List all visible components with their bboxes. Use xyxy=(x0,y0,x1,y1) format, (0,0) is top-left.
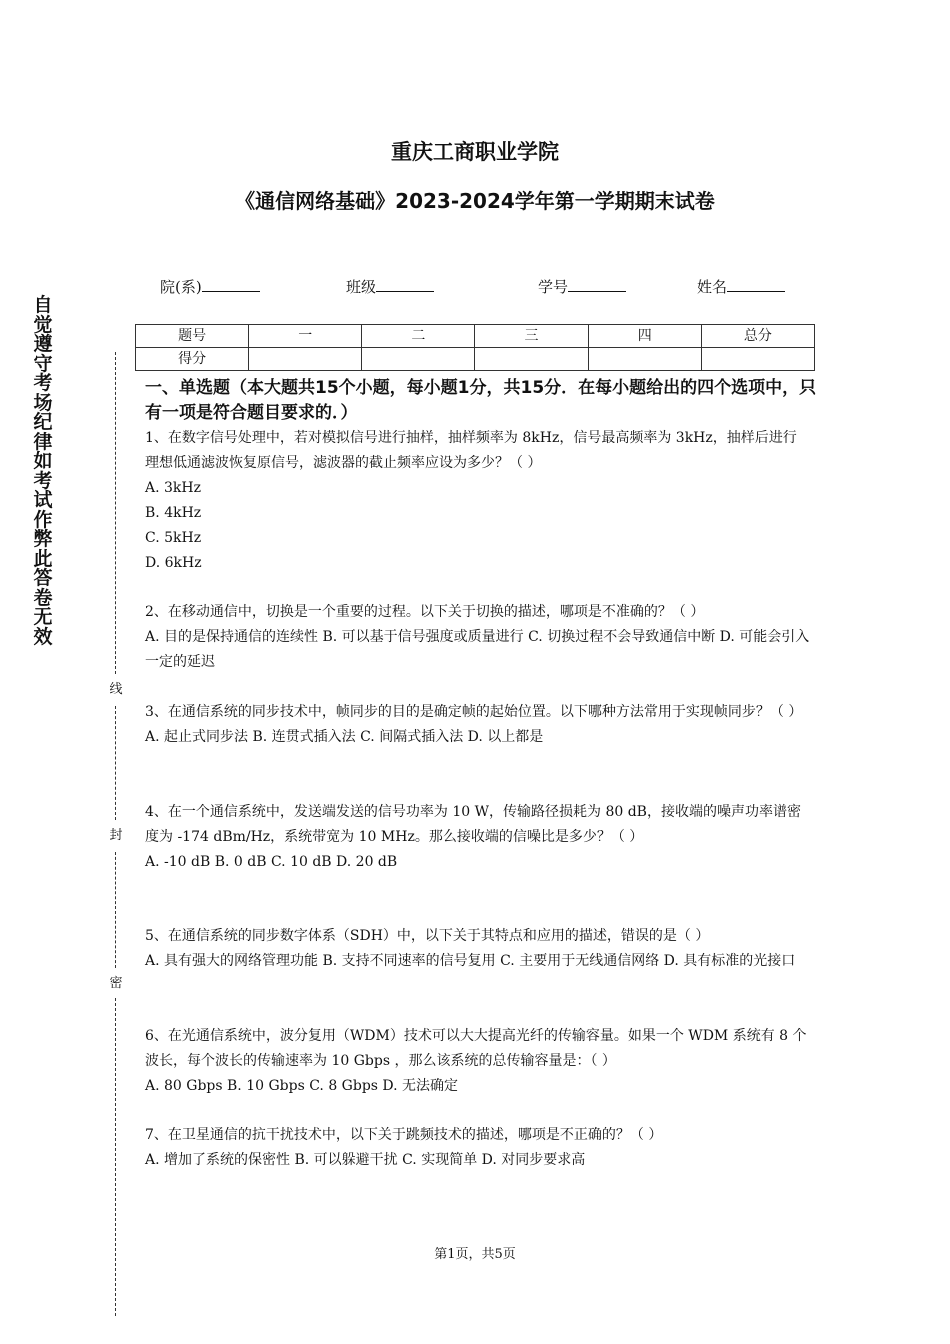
question-1 xyxy=(145,426,810,576)
warning-char: 卷 xyxy=(33,586,53,609)
score-cell[interactable] xyxy=(475,348,588,371)
question-2 xyxy=(145,600,810,675)
question-4 xyxy=(145,800,810,875)
warning-char: 弊 xyxy=(33,528,53,550)
table-cell: 三 xyxy=(475,325,588,348)
question-options: A. 具有强大的网络管理功能 B. 支持不同速率的信号复用 C. 主要用于无线通信网络 D. 具有标准的光接口 xyxy=(145,953,796,969)
question-options: A. -10 dB B. 0 dB C. 10 dB D. 20 dB xyxy=(145,854,398,870)
score-table-header-row xyxy=(136,325,815,348)
class-label: 班级 xyxy=(346,278,377,296)
warning-char: 答 xyxy=(33,567,53,589)
department-label: 院(系) xyxy=(160,278,202,296)
name-blank[interactable] xyxy=(727,275,785,292)
question-stem: 2、在移动通信中，切换是一个重要的过程。以下关于切换的描述，哪项是不准确的？（ ） xyxy=(145,604,705,620)
question-stem: 5、在通信系统的同步数字体系（SDH）中，以下关于其特点和应用的描述，错误的是（ ） xyxy=(145,928,710,944)
seal-mark-seal: 封 xyxy=(107,829,125,843)
question-3 xyxy=(145,700,810,750)
warning-char: 效 xyxy=(33,625,53,648)
binding-dashed-line xyxy=(115,352,116,674)
warning-char: 作 xyxy=(33,508,53,531)
question-options: A. 起止式同步法 B. 连贯式插入法 C. 间隔式插入法 D. 以上都是 xyxy=(145,729,544,745)
warning-char: 遵 xyxy=(33,333,53,355)
question-6 xyxy=(145,1024,810,1099)
section-title: 一、单选题（本大题共15个小题，每小题1分，共15分．在每小题给出的四个选项中，只有一项是符合题目要求的．） xyxy=(145,378,817,423)
warning-char: 纪 xyxy=(33,411,53,433)
school-name: 重庆工商职业学院 xyxy=(391,140,559,164)
table-cell: 四 xyxy=(588,325,701,348)
name-label: 姓名 xyxy=(697,278,728,296)
warning-char: 律 xyxy=(33,430,53,453)
question-stem: 4、在一个通信系统中，发送端发送的信号功率为 10 W，传输路径损耗为 80 dB，接收端的噪声功率谱密度为 -174 dBm/Hz，系统带宽为 10 MHz。那么接收端的信噪比是多少？（ ） xyxy=(145,804,801,845)
page-number: 第1页，共5页 xyxy=(434,1247,516,1262)
student-id-label: 学号 xyxy=(538,278,569,296)
option-b: B. 4kHz xyxy=(145,505,202,521)
question-stem: 1、在数字信号处理中，若对模拟信号进行抽样，抽样频率为 8kHz，信号最高频率为 3kHz，抽样后进行理想低通滤波恢复原信号，滤波器的截止频率应设为多少？（ ） xyxy=(145,430,797,471)
question-options: A. 80 Gbps B. 10 Gbps C. 8 Gbps D. 无法确定 xyxy=(145,1078,459,1094)
score-cell[interactable] xyxy=(701,348,814,371)
table-cell: 总分 xyxy=(701,325,814,348)
option-d: D. 6kHz xyxy=(145,555,202,571)
score-table xyxy=(135,324,815,371)
binding-dashed-line xyxy=(115,706,116,820)
table-cell: 一 xyxy=(249,325,362,348)
exam-discipline-warning xyxy=(30,296,56,647)
warning-char: 场 xyxy=(33,391,53,414)
warning-char: 此 xyxy=(33,547,53,570)
class-blank[interactable] xyxy=(376,275,434,292)
seal-mark-line: 线 xyxy=(107,683,125,697)
warning-char: 守 xyxy=(33,352,53,375)
student-id-field xyxy=(538,275,626,298)
name-field xyxy=(697,275,785,298)
question-stem: 3、在通信系统的同步技术中，帧同步的目的是确定帧的起始位置。以下哪种方法常用于实现帧同步？（ ） xyxy=(145,704,803,720)
warning-char: 无 xyxy=(33,606,53,628)
question-options: A. 目的是保持通信的连续性 B. 可以基于信号强度或质量进行 C. 切换过程不会导致通信中断 D. 可能会引入一定的延迟 xyxy=(145,629,810,670)
score-cell[interactable] xyxy=(249,348,362,371)
student-id-blank[interactable] xyxy=(568,275,626,292)
department-field xyxy=(160,275,260,298)
warning-char: 考 xyxy=(33,469,53,492)
department-blank[interactable] xyxy=(202,275,260,292)
warning-char: 考 xyxy=(33,372,53,394)
option-a: A. 3kHz xyxy=(145,480,201,496)
question-7 xyxy=(145,1123,810,1173)
exam-title: 《通信网络基础》2023-2024学年第一学期期末试卷 xyxy=(235,189,715,213)
warning-char: 如 xyxy=(33,450,53,472)
binding-dashed-line xyxy=(115,998,116,1316)
seal-mark-secret: 密 xyxy=(107,977,125,991)
table-cell: 得分 xyxy=(136,348,249,371)
score-table-score-row xyxy=(136,348,815,371)
table-cell: 二 xyxy=(362,325,475,348)
table-cell: 题号 xyxy=(136,325,249,348)
class-field xyxy=(346,275,434,298)
question-options: A. 增加了系统的保密性 B. 可以躲避干扰 C. 实现简单 D. 对同步要求高 xyxy=(145,1152,586,1168)
question-5 xyxy=(145,924,810,974)
warning-char: 觉 xyxy=(33,313,53,336)
score-cell[interactable] xyxy=(362,348,475,371)
score-cell[interactable] xyxy=(588,348,701,371)
warning-char: 自 xyxy=(33,294,53,316)
question-stem: 7、在卫星通信的抗干扰技术中，以下关于跳频技术的描述，哪项是不正确的？（ ） xyxy=(145,1127,663,1143)
warning-char: 试 xyxy=(33,489,53,511)
question-stem: 6、在光通信系统中，波分复用（WDM）技术可以大大提高光纤的传输容量。如果一个 WDM 系统有 8 个波长，每个波长的传输速率为 10 Gbps ，那么该系统的总传输容量是：（ ） xyxy=(145,1028,807,1069)
binding-dashed-line xyxy=(115,852,116,968)
option-c: C. 5kHz xyxy=(145,530,202,546)
